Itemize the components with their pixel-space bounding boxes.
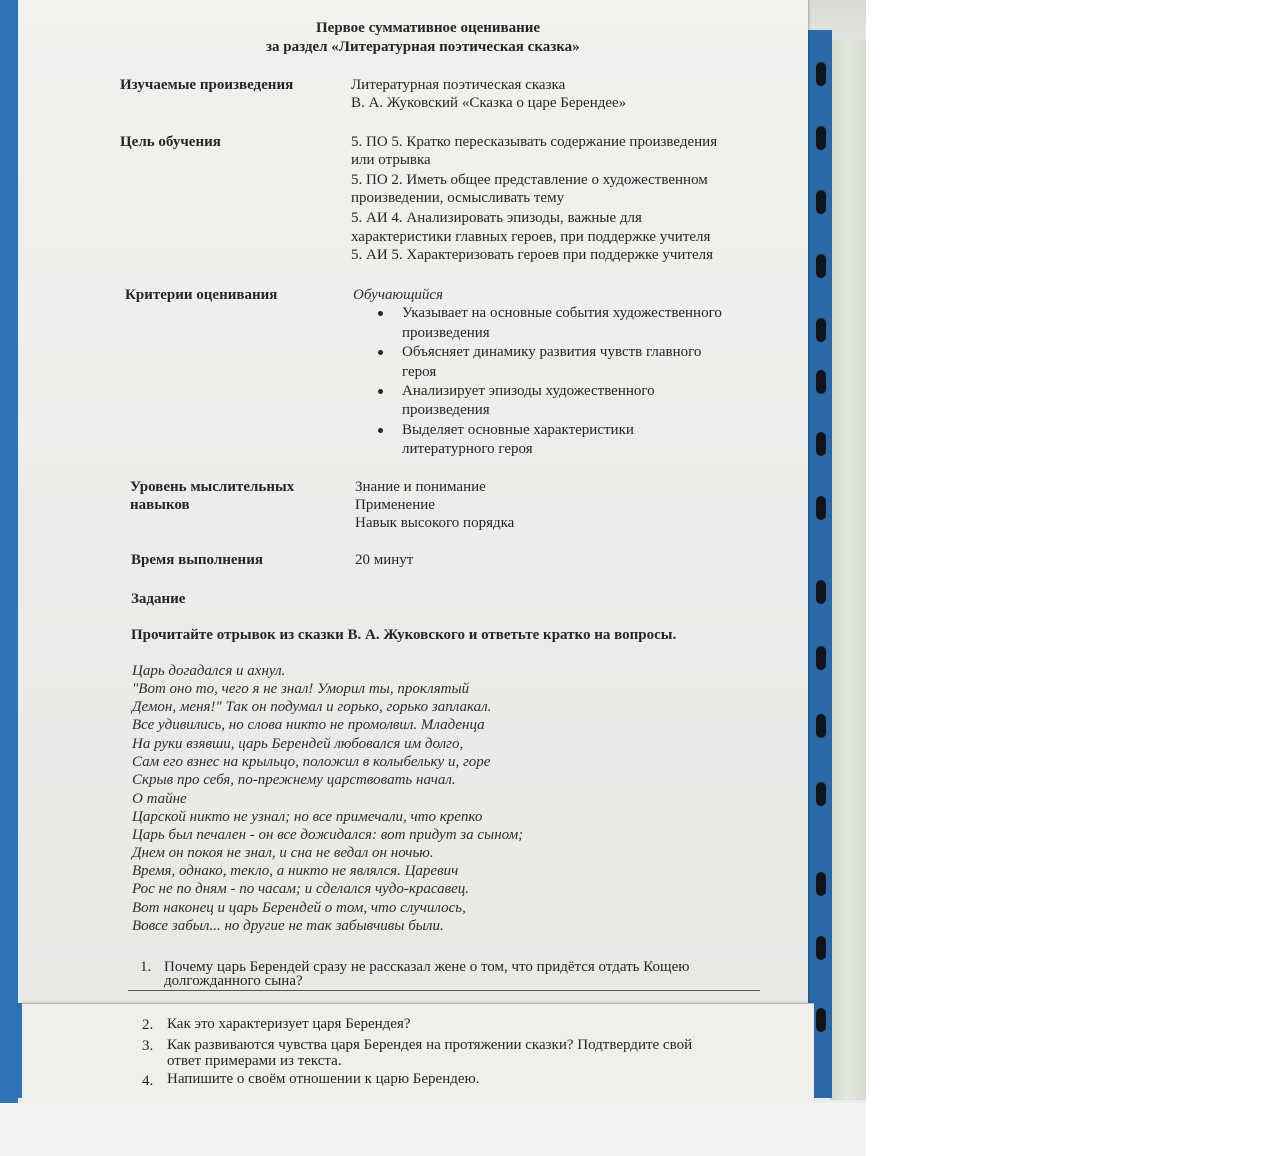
works-line: Литературная поэтическая сказка — [351, 77, 566, 93]
poem-line: Все удивились, но слова никто не промолвил. Младенца — [132, 717, 485, 733]
poem-line: "Вот оно то, чего я не знал! Уморил ты, проклятый — [132, 681, 470, 697]
criteria-item: героя — [402, 364, 437, 380]
works-line: В. А. Жуковский «Сказка о царе Берендее» — [351, 95, 627, 111]
goal-label: Цель обучения — [120, 134, 221, 150]
lower-background — [0, 1103, 866, 1156]
poem-line: Днем он покоя не знал, и сна не ведал он ночью. — [132, 845, 434, 861]
binder-hole — [816, 432, 826, 456]
doc-title-line2: за раздел «Литературная поэтическая сказка» — [266, 39, 580, 55]
binder-hole — [816, 936, 826, 960]
question-text: долгожданного сына? — [164, 973, 303, 989]
binder-hole — [816, 190, 826, 214]
criteria-label: Критерии оценивания — [125, 287, 278, 303]
question-text: Как развиваются чувства царя Берендея на протяжении сказки? Подтвердите свой — [167, 1037, 693, 1053]
doc-title-line1: Первое суммативное оценивание — [316, 20, 541, 36]
question-number: 2. — [142, 1017, 154, 1033]
binder-hole — [816, 126, 826, 150]
binder-hole — [816, 872, 826, 896]
criteria-item: литературного героя — [402, 441, 533, 457]
goal-line: 5. ПО 2. Иметь общее представление о художественном — [351, 172, 708, 188]
binder-hole — [816, 496, 826, 520]
answer-line — [128, 990, 760, 991]
question-number: 1. — [140, 959, 152, 975]
question-text: Почему царь Берендей сразу не рассказал жене о том, что придётся отдать Кощею — [164, 959, 690, 975]
question-number: 3. — [142, 1038, 154, 1054]
binder-hole — [816, 318, 826, 342]
poem-line: Вот наконец и царь Берендей о том, что случилось, — [132, 900, 466, 916]
time-value: 20 минут — [355, 552, 414, 568]
poem-line: Царь догадался и ахнул. — [132, 663, 286, 679]
binder-hole — [816, 646, 826, 670]
question-text: Как это характеризует царя Берендея? — [167, 1016, 411, 1032]
question-text: Напишите о своём отношении к царю Берендею. — [167, 1071, 480, 1087]
poem-line: О тайне — [132, 791, 187, 807]
criteria-intro: Обучающийся — [353, 287, 444, 303]
question-number: 4. — [142, 1073, 154, 1089]
poem-line: Рос не по дням - по часам; и сделался чудо-красавец. — [132, 881, 470, 897]
poem-line: На руки взявши, царь Берендей любовался им долго, — [132, 736, 464, 752]
poem-line: Демон, меня!" Так он подумал и горько, горько заплакал. — [132, 699, 492, 715]
poem-line: Царской никто не узнал; но все примечали, что крепко — [132, 809, 483, 825]
poem-line: Скрыв про себя, по-прежнему царствовать начал. — [132, 772, 456, 788]
binder-hole — [816, 1008, 826, 1032]
poem-line: Царь был печален - он все дожидался: вот придут за сыном; — [132, 827, 524, 843]
criteria-item: Выделяет основные характеристики — [402, 422, 634, 438]
task-label: Задание — [131, 591, 186, 607]
criteria-item: произведения — [402, 402, 490, 418]
binder-hole — [816, 62, 826, 86]
goal-line: произведении, осмысливать тему — [351, 190, 565, 206]
poem-line: Время, однако, текло, а никто не являлся. Царевич — [132, 863, 459, 879]
goal-line: характеристики главных героев, при поддержке учителя — [351, 229, 711, 245]
goal-line: или отрывка — [351, 152, 431, 168]
criteria-item: Указывает на основные события художественного — [402, 305, 722, 321]
criteria-item: Анализирует эпизоды художественного — [402, 383, 655, 399]
poem-line: Сам его взнес на крыльцо, положил в колыбельку и, горе — [132, 754, 491, 770]
poem-line: Вовсе забыл... но другие не так забывчивы были. — [132, 918, 444, 934]
goal-line: 5. АИ 4. Анализировать эпизоды, важные для — [351, 210, 642, 226]
binder-hole — [816, 254, 826, 278]
goal-line: 5. АИ 5. Характеризовать героев при поддержке учителя — [351, 247, 713, 263]
skills-line: Применение — [355, 497, 435, 513]
skills-line: Знание и понимание — [355, 479, 486, 495]
bullet-icon — [378, 389, 383, 394]
folder-left-edge — [0, 0, 18, 1108]
binder-hole — [816, 370, 826, 394]
time-label: Время выполнения — [131, 552, 263, 568]
skills-label: навыков — [130, 497, 190, 513]
skills-line: Навык высокого порядка — [355, 515, 515, 531]
criteria-item: произведения — [402, 325, 490, 341]
bullet-icon — [378, 350, 383, 355]
background-cloth-right — [830, 40, 866, 1100]
binder-hole — [816, 580, 826, 604]
binder-hole — [816, 714, 826, 738]
works-label: Изучаемые произведения — [120, 77, 294, 93]
question-text: ответ примерами из текста. — [167, 1053, 342, 1069]
criteria-item: Объясняет динамику развития чувств главного — [402, 344, 702, 360]
bullet-icon — [378, 428, 383, 433]
binder-hole — [816, 782, 826, 806]
skills-label: Уровень мыслительных — [130, 479, 295, 495]
goal-line: 5. ПО 5. Кратко пересказывать содержание произведения — [351, 134, 718, 150]
bullet-icon — [378, 311, 383, 316]
task-instruction: Прочитайте отрывок из сказки В. А. Жуковского и ответьте кратко на вопросы. — [131, 627, 677, 643]
